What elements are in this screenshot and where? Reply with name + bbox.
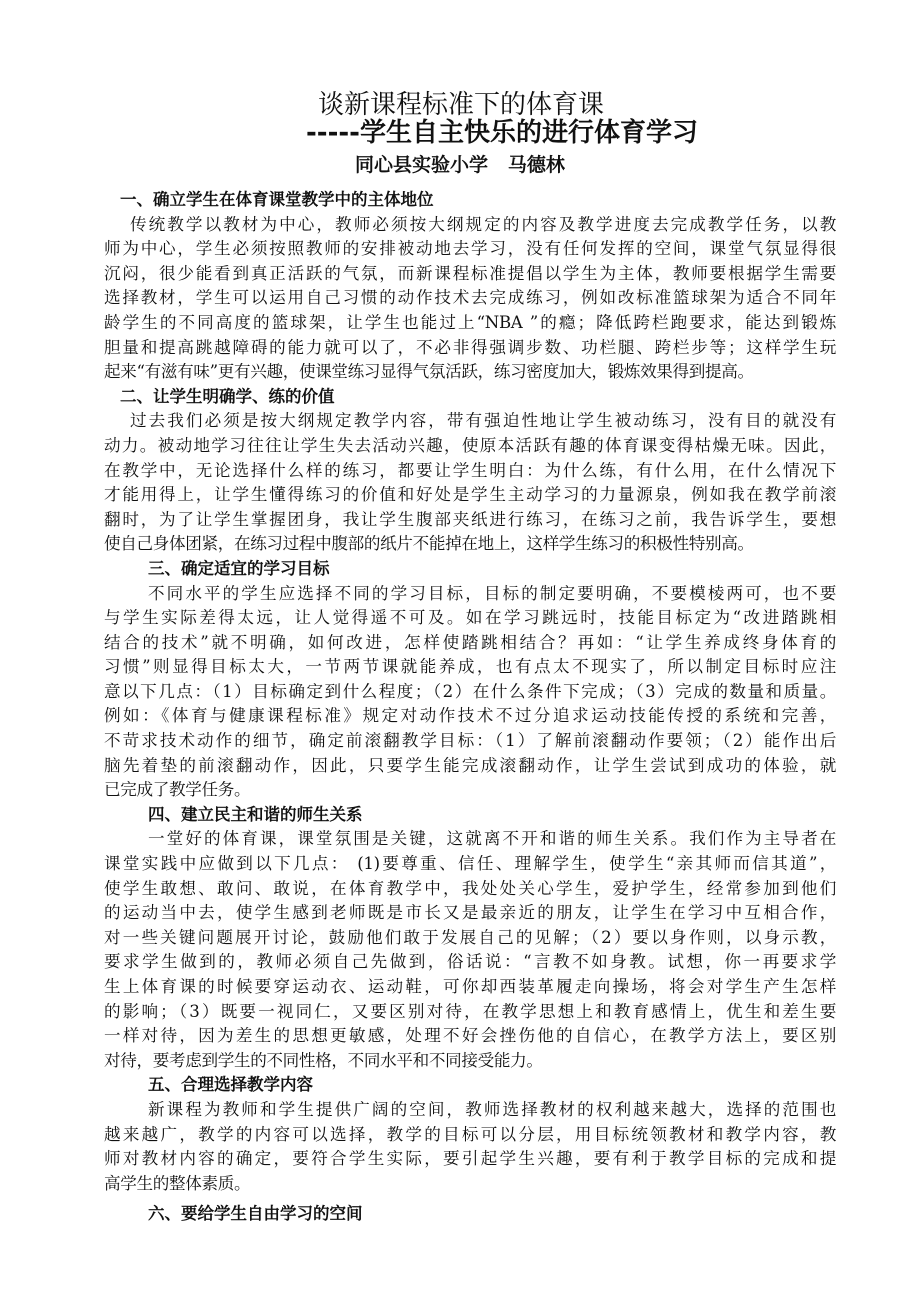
paragraph-line: 才能用得上，让学生懂得练习的价值和好处是学生主动学习的力量源泉，例如我在教学前滚 (104, 485, 836, 505)
paragraph-line: 越来越广，教学的内容可以选择，教学的目标可以分层，用目标统领教材和教学内容，教 (104, 1124, 836, 1144)
document-body (104, 188, 836, 1227)
paragraph-line: 一堂好的体育课，课堂氛围是关键，这就离不开和谐的师生关系。我们作为主导者在 (148, 829, 836, 849)
paragraph-line: 龄学生的不同高度的篮球架，让学生也能过上“NBA ”的瘾；降低跨栏跑要求，能达到锻炼 (104, 312, 836, 332)
paragraph-line: 一样对待，因为差生的思想更敏感，处理不好会挫伤他的自信心，在教学方法上，要区别 (104, 1026, 836, 1046)
section-heading: 五、合理选择教学内容 (148, 1075, 313, 1095)
section-heading: 二、让学生明确学、练的价值 (120, 386, 335, 406)
section-heading: 六、要给学生自由学习的空间 (148, 1204, 363, 1224)
paragraph-line: 生上体育课的时候要穿运动衣、运动鞋，可你却西装革履走向操场，将会对学生产生怎样 (104, 977, 836, 996)
paragraph-line: 的运动当中去，使学生感到老师既是市长又是最亲近的朋友，让学生在学习中互相合作， (104, 903, 836, 923)
paragraph-line: 结合的技术”就不明确，如何改进，怎样使踏跳相结合？再如：“让学生养成终身体育的 (104, 632, 836, 652)
paragraph-line: 意以下几点：（1）目标确定到什么程度；（2）在什么条件下完成；（3）完成的数量和质量。 (104, 681, 836, 701)
paragraph-line: 高学生的整体素质。 (104, 1173, 251, 1193)
paragraph-line: 要求学生做到的，教师必须自己先做到，俗话说：“言教不如身教。试想，你一再要求学 (104, 952, 836, 972)
paragraph-line: 使自己身体团紧，在练习过程中腹部的纸片不能掉在地上，这样学生练习的积极性特别高。 (104, 534, 754, 554)
author-line: 同心县实验小学 马德林 (355, 154, 565, 176)
paragraph-line: 已完成了教学任务。 (104, 780, 251, 800)
paragraph-line: 课堂实践中应做到以下几点： (1)要尊重、信任、理解学生，使学生“亲其师而信其道”， (104, 854, 836, 874)
paragraph-line: 不苛求技术动作的细节，确定前滚翻教学目标：（1）了解前滚翻动作要领；（2）能作出后 (104, 731, 836, 751)
paragraph-line: 动力。被动地学习往往让学生失去活动兴趣，使原本活跃有趣的体育课变得枯燥无味。因此， (104, 435, 836, 455)
paragraph-line: 对待，要考虑到学生的不同性格，不同水平和不同接受能力。 (104, 1050, 543, 1070)
section-heading: 一、确立学生在体育课堂教学中的主体地位 (120, 190, 434, 209)
document-subtitle: -----学生自主快乐的进行体育学习 (306, 118, 698, 148)
paragraph-line: 与学生实际差得太远，让人觉得遥不可及。如在学习跳远时，技能目标定为“改进踏跳相 (104, 608, 836, 628)
paragraph-line: 起来“有滋有味”更有兴趣，使课堂练习显得气氛活跃，练习密度加大，锻炼效果得到提高。 (104, 362, 754, 382)
paragraph-line: 师对教材内容的确定，要符合学生实际，要引起学生兴趣，要有利于教学目标的完成和提 (104, 1149, 836, 1169)
paragraph-line: 不同水平的学生应选择不同的学习目标，目标的制定要明确，不要模棱两可，也不要 (148, 583, 836, 603)
paragraph-line: 翻时，为了让学生掌握团身，我让学生腹部夹纸进行练习，在练习之前，我告诉学生，要想 (104, 509, 836, 529)
paragraph-line: 师为中心，学生必须按照教师的安排被动地去学习，没有任何发挥的空间，课堂气氛显得很 (104, 239, 836, 259)
paragraph-line: 习惯”则显得目标太大，一节两节课就能养成，也有点太不现实了，所以制定目标时应注 (104, 657, 836, 677)
paragraph-line: 在教学中，无论选择什么样的练习，都要让学生明白：为什么练，有什么用，在什么情况下 (104, 460, 836, 480)
document-title: 谈新课程标准下的体育课 (318, 90, 605, 120)
paragraph-line: 脑先着垫的前滚翻动作，因此，只要学生能完成滚翻动作，让学生尝试到成功的体验，就 (104, 755, 836, 775)
paragraph-line: 选择教材，学生可以运用自己习惯的动作技术去完成练习，例如改标准篮球架为适合不同年 (104, 288, 836, 308)
paragraph-line: 使学生敢想、敢问、敢说，在体育教学中，我处处关心学生，爱护学生，经常参加到他们 (104, 878, 836, 898)
paragraph-line: 传统教学以教材为中心，教师必须按大纲规定的内容及教学进度去完成教学任务，以教 (130, 214, 836, 234)
paragraph-line: 对一些关键问题展开讨论，鼓励他们敢于发展自己的见解；（2）要以身作则，以身示教， (104, 927, 836, 947)
section-heading: 三、确定适宜的学习目标 (148, 558, 330, 578)
paragraph-line: 新课程为教师和学生提供广阔的空间，教师选择教材的权利越来越大，选择的范围也 (148, 1099, 836, 1119)
paragraph-line: 过去我们必须是按大纲规定教学内容，带有强迫性地让学生被动练习，没有目的就没有 (130, 411, 836, 431)
paragraph-line: 的影响；（3）既要一视同仁，又要区别对待，在教学思想上和教育感情上，优生和差生要 (104, 1001, 836, 1021)
paragraph-line: 例如：《体育与健康课程标准》规定对动作技术不过分追求运动技能传授的系统和完善， (104, 706, 836, 726)
section-heading: 四、建立民主和谐的师生关系 (148, 804, 363, 824)
paragraph-line: 沉闷，很少能看到真正活跃的气氛，而新课程标准提倡以学生为主体，教师要根据学生需要 (104, 263, 836, 283)
paragraph-line: 胆量和提高跳越障碍的能力就可以了，不必非得强调步数、功栏腿、跨栏步等；这样学生玩 (104, 337, 836, 357)
